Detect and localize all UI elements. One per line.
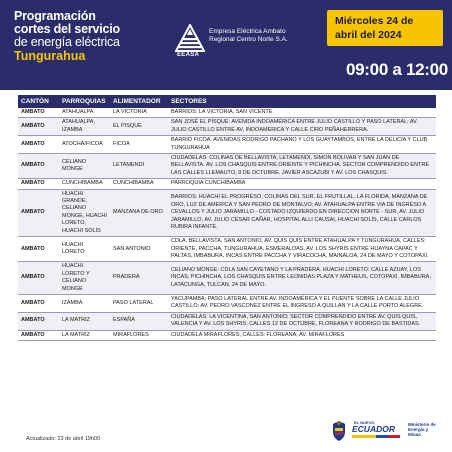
alimentador-cell: PRADERA (110, 262, 168, 295)
alimentador-cell: LETAMENDI (110, 154, 168, 179)
parroquias-cell: ATAHUALPA (59, 108, 110, 118)
gov-small-text: EL NUEVO (354, 420, 375, 425)
sectores-cell: CIUDADELAS: LA VICENTINA, SAN ANTONIO; SECTOR COMPRENDIDO ENTRE AV. QUIS QUIS, VALENCIA Y AV. LOS SHYRIS; CALLES 12 DE OCTUBRE, FLOREANA Y RODRIGO DE BASTIDAS. (168, 312, 436, 330)
gov-name: ECUADOR (352, 424, 395, 434)
header-parroquias: PARROQUIAS (59, 95, 110, 108)
parroquias-cell: HUACHI GRANDE, CELIANO MONGE, HUACHI LORETO, HUACHI SOLÍS (59, 189, 110, 236)
sectores-cell: BARRIO FICOA: AVENIDAS RODRIGO PACHANO Y LOS GUAYTAMBOS, ENTRE LA DELICIA Y CLUB TUNGURAHUA (168, 136, 436, 154)
alimentador-cell: PASO LATERAL (110, 294, 168, 312)
table-row (18, 118, 436, 136)
province-name: Tungurahua (14, 49, 86, 63)
sectores-cell: SAN JOSÉ EL PISQUE: AVENIDA INDOAMÉRICA ENTRE JULIO CASTILLO Y PASO LATERAL; AV. JULIO CASTILLO ENTRE AV. INDOAMÉRICA Y CALLE CIRO PEÑAHERRERA. (168, 118, 436, 136)
sectores-cell: CIUDADELA MIRAFLORES, CALLES: FLOREANA, AV. MIRAFLORES (168, 330, 436, 340)
table-row (18, 262, 436, 295)
header-canton: CANTÓN (18, 95, 59, 108)
table-row (18, 189, 436, 236)
alimentador-cell: ESPAÑA (110, 312, 168, 330)
canton-cell: AMBATO (18, 237, 59, 262)
alimentador-cell: CUNCHIBAMBA (110, 179, 168, 189)
parroquias-cell: CUNCHIBAMBA (59, 179, 110, 189)
ecuador-shield-icon (330, 420, 348, 442)
canton-cell: AMBATO (18, 330, 59, 340)
government-logo (330, 418, 440, 448)
ministry-line-1: Ministerio de (408, 422, 436, 427)
title-line-2: cortes del servicio (14, 22, 120, 36)
alimentador-cell: FICOA (110, 136, 168, 154)
sectores-cell: PARROQUIA CUNCHIBAMBA (168, 179, 436, 189)
time-range: 09:00 a 12:00 (346, 60, 448, 79)
date-badge (327, 10, 443, 46)
canton-cell: AMBATO (18, 136, 59, 154)
canton-cell: AMBATO (18, 189, 59, 236)
ministry-line-2: Energía y Minas (408, 427, 429, 438)
table-row (18, 294, 436, 312)
alimentador-cell: EL PISQUE (110, 118, 168, 136)
date-line-1: Miércoles 24 de (335, 15, 414, 27)
canton-cell: AMBATO (18, 108, 59, 118)
canton-cell: AMBATO (18, 154, 59, 179)
sectores-cell: CIUDADELAS: COLINAS DE BELLAVISTA, LETAMENDI, SIMON BOLIVAR Y SAN JUAN DE BELLAVISTA. AV. LOS CHASQUIS ENTRE ORIENTE Y PICHINCHA, SECTOR COMPRENDIDO ENTRE LAS CALLES LLEMAUTO, 9 DE OCTUBRE, JAVIER ASCAZUBI Y AV. LOS CHASQUIS. (168, 154, 436, 179)
canton-cell: AMBATO (18, 118, 59, 136)
gov-brand (352, 420, 404, 444)
header-alimentador: ALIMENTADOR (110, 95, 168, 108)
ministry-name (408, 422, 440, 438)
company-line-1: Empresa Eléctrica Ambato (209, 28, 286, 35)
table-row (18, 179, 436, 189)
date-line-2: abril del 2024 (335, 29, 402, 41)
table-row (18, 330, 436, 340)
title-line-1: Programación (14, 9, 96, 23)
company-line-2: Regional Centro Norte S.A. (209, 36, 288, 43)
parroquias-cell: CELIANO MONGE (59, 154, 110, 179)
canton-cell: AMBATO (18, 312, 59, 330)
sectores-cell: BARRIOS: HUACHI EL PROGRESO, COLINAS DEL SUR, EL FRUTILLAL, LA FLORIDA, MANZANA DE ORO, LUZ DE AMERICA Y SAN PEDRO DE MONTALVO; AV. ATAHUALPA ENTRE VIA DE INGRESO A CEVALLOS Y JULIO JARAMILLO - COSTADO IZQUIERDO EN DIRECCION NORTE - SUR, AV. JULIO JARAMILLO, AV. JULIO CÉSAR CAÑAR, HOSPITAL ALLI CAUSAI, HUACHI SOLÍS, CALLE CARLOS RUBIRA INFANTE. (168, 189, 436, 236)
parroquias-cell: ATAHUALPA, IZAMBA (59, 118, 110, 136)
company-brand (175, 24, 325, 64)
flag-stripe-icon (352, 435, 400, 438)
table-row (18, 154, 436, 179)
table-row (18, 312, 436, 330)
sectores-cell: CELIANO MONGE: CDLA SAN CAYETANO Y LA PRADERA. HUACHI LORETO: CALLE AZUAY, LOS INCAS, PICHINCHA, LOS CHASQUIS ENTRE LEONIDAS PLAZA Y MATHEUS, COTOPAXI, IMBABURA, LATACUNGA, TULCAN, 24 DE MAYO. (168, 262, 436, 295)
alimentador-cell: MIRAFLORES (110, 330, 168, 340)
canton-cell: AMBATO (18, 294, 59, 312)
header-banner (0, 0, 452, 90)
table-row (18, 237, 436, 262)
table-header-row (18, 95, 436, 108)
canton-cell: AMBATO (18, 262, 59, 295)
outage-schedule-table (18, 95, 436, 341)
sectores-cell: CDLA. BELLAVISTA, SAN ANTONIO, AV. QUIS QUIS ENTRE ATAHUALPA Y TUNGURAHUA, CALLES: ORIENTE, PACCHA, TUNGURAHUA, ESMERALDAS, AV. LOS SHYRIS ENTRE HUAYNA CAPAC Y PALTAS, IMBABURA, INCAS ENTRE PACCHA Y VIRACOCHA, MAINALOA, 24 DE MAYO Y COTOPAXI. (168, 237, 436, 262)
table-row (18, 108, 436, 118)
logo-text: EEASA (177, 52, 200, 58)
sectores-cell: YACUPAMBA; PASO LATERAL ENTRE AV. INDOAMÉRICA Y EL PUENTE SOBRE LA CALLE JULIO CASTILLO; AV. PEDRO VASCONEZ ENTRE EL INGRESO A QUILLAN Y LA CALLE PORTO ALEGRE. (168, 294, 436, 312)
announcement-title (14, 10, 184, 63)
parroquias-cell: HUACHI LORETO (59, 237, 110, 262)
last-updated: Actualizado: 23 de abril 19h00 (26, 436, 100, 442)
sectores-cell: BARRIOS: LA VICTORIA, SAN VICENTE (168, 108, 436, 118)
parroquias-cell: LA MATRIZ (59, 312, 110, 330)
canton-cell: AMBATO (18, 179, 59, 189)
header-sectores: SECTORES (168, 95, 436, 108)
alimentador-cell: LA VICTORIA (110, 108, 168, 118)
parroquias-cell: IZAMBA (59, 294, 110, 312)
alimentador-cell: SAN ANTONIO (110, 237, 168, 262)
alimentador-cell: MANZANA DE ORO (110, 189, 168, 236)
table-row (18, 136, 436, 154)
company-name (209, 28, 288, 44)
title-line-3: de energía eléctrica (14, 35, 120, 49)
parroquias-cell: HUACHI LORETO Y CELIANO MONGE (59, 262, 110, 295)
parroquias-cell: ATOCHA/FICOA (59, 136, 110, 154)
parroquias-cell: LA MATRIZ (59, 330, 110, 340)
